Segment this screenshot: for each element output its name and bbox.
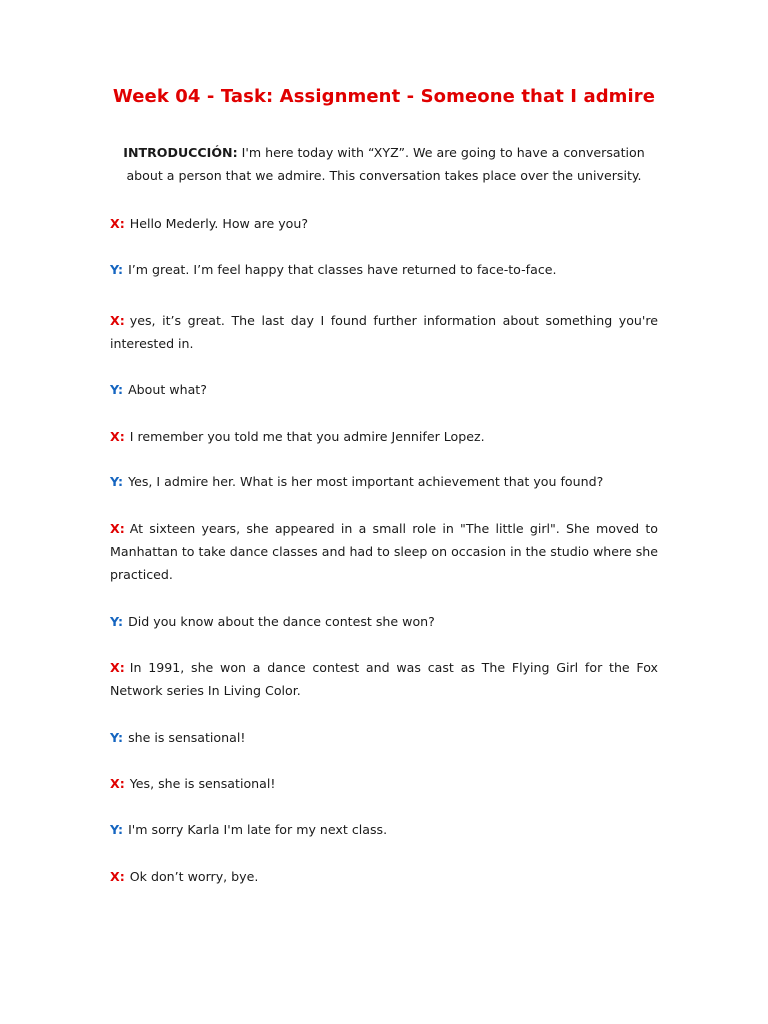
dialogue-text: I'm sorry Karla I'm late for my next class. xyxy=(128,822,388,837)
speaker-label: X: xyxy=(110,216,125,231)
dialogue-line xyxy=(110,470,658,493)
speaker-label: X: xyxy=(110,313,125,328)
speaker-label: Y: xyxy=(110,382,124,397)
speaker-label: Y: xyxy=(110,262,124,277)
speaker-label: Y: xyxy=(110,614,124,629)
dialogue-text: At sixteen years, she appeared in a small role in "The little girl". She moved to Manhattan to take dance classes and had to sleep on occasion in the studio where she practiced. xyxy=(110,521,658,582)
dialogue-text: I’m great. I’m feel happy that classes have returned to face-to-face. xyxy=(128,262,557,277)
dialogue-line xyxy=(110,517,658,586)
dialogue-line xyxy=(110,772,658,795)
speaker-label: Y: xyxy=(110,474,124,489)
dialogue-line xyxy=(110,726,658,749)
speaker-label: X: xyxy=(110,869,125,884)
dialogue-text: Ok don’t worry, bye. xyxy=(129,869,259,884)
dialogue-text: Yes, I admire her. What is her most important achievement that you found? xyxy=(128,474,604,489)
speaker-label: X: xyxy=(110,521,125,536)
speaker-label: X: xyxy=(110,660,125,675)
speaker-label: Y: xyxy=(110,822,124,837)
introduction-label: INTRODUCCIÓN: xyxy=(123,145,238,160)
dialogue-text: About what? xyxy=(128,382,207,397)
dialogue-text: Hello Mederly. How are you? xyxy=(129,216,309,231)
dialogue-text: Did you know about the dance contest she won? xyxy=(128,614,435,629)
speaker-label: X: xyxy=(110,776,125,791)
dialogue-text: she is sensational! xyxy=(128,730,246,745)
document-title: Week 04 - Task: Assignment - Someone that I admire xyxy=(112,86,656,107)
speaker-label: Y: xyxy=(110,730,124,745)
dialogue-line xyxy=(110,258,658,281)
dialogue-text: In 1991, she won a dance contest and was cast as The Flying Girl for the Fox Network series In Living Color. xyxy=(110,660,658,698)
dialogue-line xyxy=(110,425,658,448)
speaker-label: X: xyxy=(110,429,125,444)
dialogue-text: Yes, she is sensational! xyxy=(129,776,276,791)
introduction-text: I'm here today with “XYZ”. We are going to have a conversation about a person that we admire. This conversation takes place over the university. xyxy=(126,145,645,183)
dialogue-line xyxy=(110,865,658,888)
dialogue-line xyxy=(110,656,658,702)
dialogue-text: yes, it’s great. The last day I found further information about something you're interested in. xyxy=(110,313,658,351)
dialogue-line xyxy=(110,610,658,633)
dialogue-text: I remember you told me that you admire Jennifer Lopez. xyxy=(129,429,485,444)
dialogue-line xyxy=(110,212,658,235)
introduction-paragraph xyxy=(110,141,658,187)
dialogue-line xyxy=(110,818,658,841)
dialogue-line xyxy=(110,309,658,355)
dialogue-line xyxy=(110,378,658,401)
